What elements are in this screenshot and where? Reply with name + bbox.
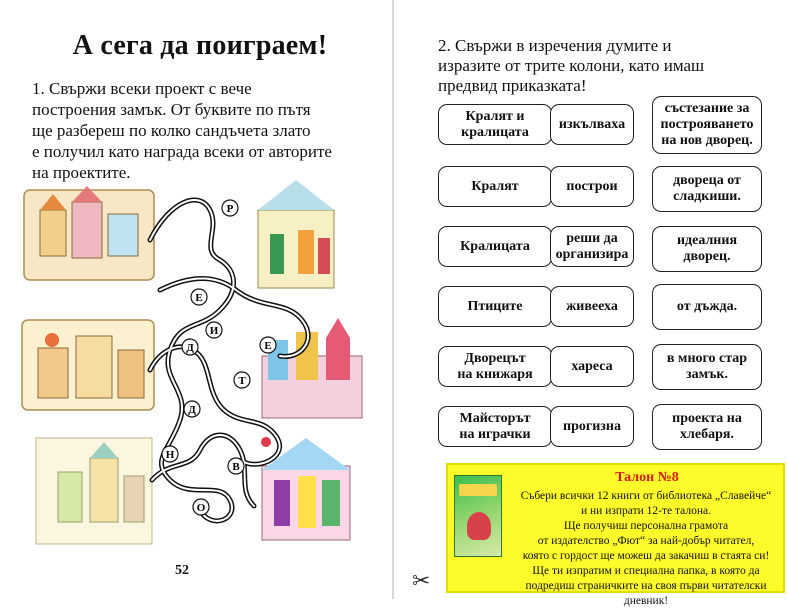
maze-letter bbox=[260, 337, 276, 353]
task-1-line: 1. Свържи всеки проект с вече bbox=[32, 79, 252, 98]
project-drawing-2[interactable] bbox=[22, 320, 154, 410]
word-box-verb[interactable]: реши да организира bbox=[550, 226, 634, 267]
task-2-line: 2. Свържи в изречения думите и bbox=[438, 36, 672, 55]
svg-text:Т: Т bbox=[238, 375, 246, 387]
word-box-subject[interactable]: Кралицата bbox=[438, 226, 552, 267]
task-1-line: е получил като награда всеки от авторите bbox=[32, 142, 332, 161]
coupon-line: Ще получиш персонална грамота bbox=[563, 520, 729, 532]
svg-text:Н: Н bbox=[165, 449, 175, 461]
task-1-instructions bbox=[32, 78, 382, 183]
word-box-verb[interactable]: прогизна bbox=[550, 406, 634, 447]
right-page bbox=[394, 0, 787, 607]
coupon-box bbox=[446, 463, 785, 607]
page-title: А сега да поиграем! bbox=[72, 30, 328, 61]
word-box-object[interactable]: от дъжда. bbox=[652, 284, 762, 330]
svg-text:И: И bbox=[209, 325, 219, 337]
svg-text:Д: Д bbox=[188, 404, 196, 416]
maze-letter bbox=[234, 372, 250, 388]
maze-illustration bbox=[0, 180, 392, 560]
coupon-line: от издателство „Фют“ за най-добър читател, bbox=[537, 535, 755, 547]
word-box-object[interactable]: проекта на хлебаря. bbox=[652, 404, 762, 450]
maze-letter bbox=[162, 446, 178, 462]
svg-text:О: О bbox=[196, 502, 206, 514]
coupon-line: подредиш страничките на своя първи читателски дневник! bbox=[525, 580, 767, 607]
word-box-verb[interactable]: живееха bbox=[550, 286, 634, 327]
coupon-title: Талон №8 bbox=[615, 470, 679, 485]
word-box-object[interactable]: двореца от сладкиши. bbox=[652, 166, 762, 212]
coupon-text bbox=[506, 489, 786, 609]
coupon-line: и ни изпрати 12-те талона. bbox=[580, 505, 711, 517]
maze-letter bbox=[228, 458, 244, 474]
word-box-subject[interactable]: Майсторът на играчки bbox=[438, 406, 552, 447]
word-box-object[interactable]: състезание за построяването на нов дворец. bbox=[652, 96, 762, 154]
task-1-line: на проектите. bbox=[32, 163, 131, 182]
word-box-object[interactable]: идеалния дворец. bbox=[652, 226, 762, 272]
word-box-subject[interactable]: Птиците bbox=[438, 286, 552, 327]
svg-text:Д: Д bbox=[186, 342, 194, 354]
svg-text:В: В bbox=[232, 461, 240, 473]
maze-letter bbox=[191, 289, 207, 305]
word-box-subject[interactable]: Кралят и кралицата bbox=[438, 104, 552, 145]
castle-picture-3[interactable] bbox=[261, 437, 350, 540]
svg-text:Е: Е bbox=[264, 340, 272, 352]
page-number: 52 bbox=[175, 563, 189, 578]
word-box-object[interactable]: в много стар замък. bbox=[652, 344, 762, 390]
coupon-line: Ще ти изпратим и специална папка, в която да bbox=[532, 565, 760, 577]
book-cover-icon bbox=[454, 475, 502, 557]
word-box-verb[interactable]: хареса bbox=[550, 346, 634, 387]
svg-text:Е: Е bbox=[195, 292, 203, 304]
maze-letter bbox=[184, 401, 200, 417]
coupon-line: Събери всички 12 книги от библиотека „Славейче“ bbox=[520, 490, 772, 502]
svg-text:Р: Р bbox=[226, 203, 234, 215]
maze-letter bbox=[206, 322, 222, 338]
word-box-subject[interactable]: Кралят bbox=[438, 166, 552, 207]
word-box-verb[interactable]: изкълваха bbox=[550, 104, 634, 145]
castle-picture-2[interactable] bbox=[262, 318, 362, 418]
task-2-instructions bbox=[438, 36, 768, 96]
task-2-line: предвид приказката! bbox=[438, 76, 587, 95]
task-1-line: построения замък. От буквите по пътя bbox=[32, 100, 311, 119]
task-2-line: изразите от трите колони, като имаш bbox=[438, 56, 705, 75]
project-drawing-3[interactable] bbox=[36, 438, 152, 544]
word-box-verb[interactable]: построи bbox=[550, 166, 634, 207]
left-page bbox=[0, 0, 392, 599]
project-drawing-1[interactable] bbox=[24, 186, 154, 280]
word-box-subject[interactable]: Дворецът на книжаря bbox=[438, 346, 552, 387]
maze-letter bbox=[193, 499, 209, 515]
maze-letter bbox=[222, 200, 238, 216]
task-1-line: ще разбереш по колко сандъчета злато bbox=[32, 121, 311, 140]
maze-letter bbox=[182, 339, 198, 355]
scissors-icon: ✂ bbox=[412, 568, 431, 593]
coupon-line: която с гордост ще можеш да закачиш в стаята си! bbox=[522, 550, 770, 562]
castle-picture-1[interactable] bbox=[258, 180, 334, 288]
